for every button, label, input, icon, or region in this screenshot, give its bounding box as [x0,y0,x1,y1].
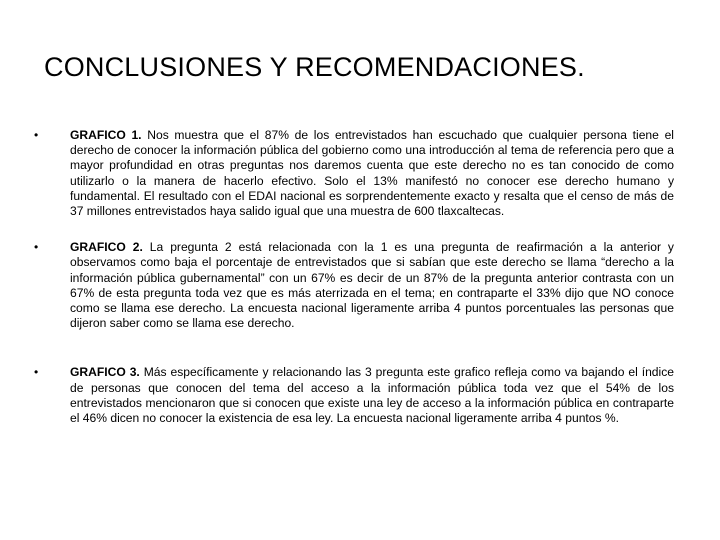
bullet-label: GRAFICO 1. [70,128,142,142]
bullet-text: Más específicamente y relacionando las 3 pregunta este grafico refleja como va bajando el índice de personas que conocen del tema del acceso a la información pública toda vez que el 54% de los entrevistados mencionaron que si conocen que existe una ley de acceso a la información pública en contraparte el 46% dicen no conocer la existencia de esa ley. La encuesta nacional ligeramente arriba 4 puntos %. [70,365,674,426]
bullet-item-grafico-1 [34,128,674,219]
bullet-text: La pregunta 2 está relacionada con la 1 es una pregunta de reafirmación a la anterior y observamos como baja el porcentaje de entrevistados que si sabían que este derecho se llama “derecho a la información pública gubernamental” con un 67% es decir de un 87% de la pregunta anterior contrasta con un 67% de esta pregunta toda vez que es más aterrizada en el tema; en contraparte el 33% dijo que NO conoce como se llama ese derecho. La encuesta nacional ligeramente arriba 4 puntos porcentuales las personas que dijeron saber como se llama ese derecho. [70,240,674,331]
bullet-icon: • [34,128,39,142]
bullet-label: GRAFICO 3. [70,365,140,380]
bullet-item-grafico-3 [34,365,674,426]
bullet-icon: • [34,365,39,380]
bullet-item-grafico-2 [34,240,674,331]
bullet-icon: • [34,240,39,255]
bullet-text: Nos muestra que el 87% de los entrevistados han escuchado que cualquier persona tiene el derecho de conocer la información pública del gobierno como una introducción al tema de referencia pero que a mayor profundidad en otras preguntas nos daremos cuenta que este derecho no es tan conocido de como utilizarlo o la manera de hacerlo efectivo. Solo el 13% manifestó no conocer ese derecho humano y fundamental. El resultado con el EDAI nacional es sorprendentemente exacto y resalta que el censo de más de 37 millones entrevistados haya salido igual que una muestra de 600 tlaxcaltecas. [70,128,674,219]
bullet-list [34,128,674,447]
slide-title: CONCLUSIONES Y RECOMENDACIONES. [44,52,585,82]
bullet-label: GRAFICO 2. [70,240,143,255]
